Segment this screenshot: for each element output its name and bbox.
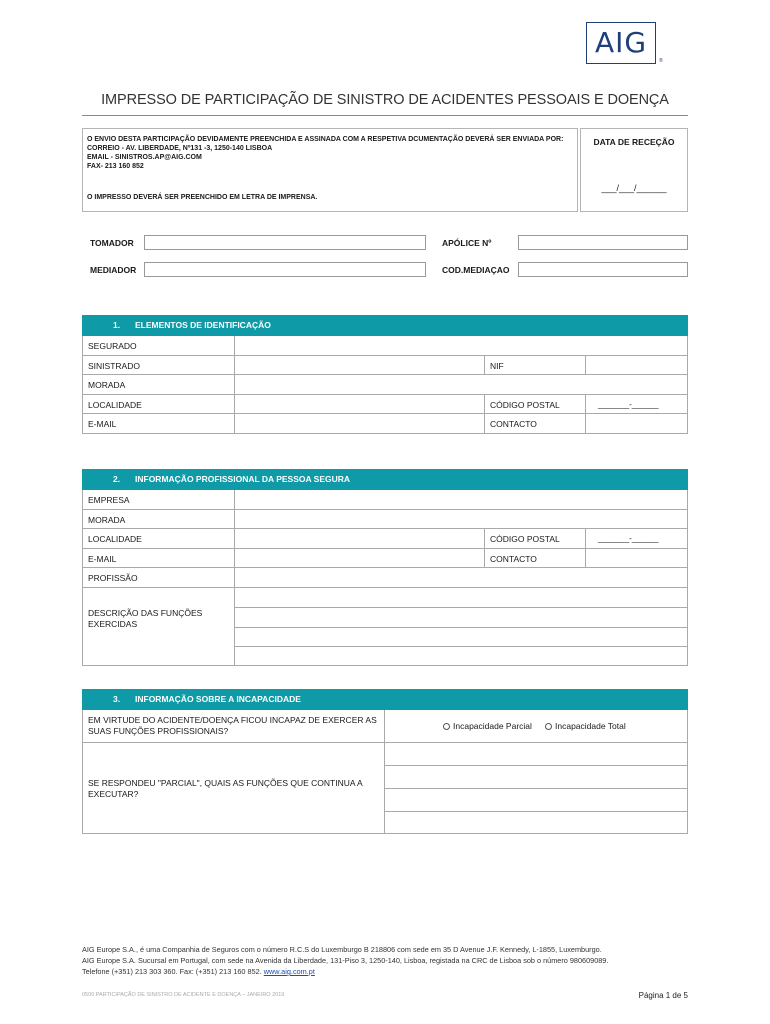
notice-line-3: EMAIL - SINISTROS.AP@AIG.COM: [87, 154, 202, 161]
reception-date-label: DATA DE RECEÇÃO: [593, 137, 675, 147]
footer-line-3: [82, 966, 688, 977]
footer-line-1: AIG Europe S.A., é uma Companhia de Seguros com o número R.C.S do Luxemburgo B 218806 com sede em 35 D Avenue J.F. Kennedy, L-1855, Luxemburgo.: [82, 945, 602, 954]
row-morada-2[interactable]: [82, 510, 688, 530]
localidade-label: LOCALIDADE: [88, 399, 142, 410]
section-professional-info: [82, 469, 688, 666]
notice-line-5: O IMPRESSO DEVERÁ SER PREENCHIDO EM LETRA DE IMPRENSA.: [87, 194, 318, 201]
page-number: Página 1 de 5: [638, 991, 688, 1000]
section-3-title: INFORMAÇÃO SOBRE A INCAPACIDADE: [135, 694, 301, 704]
notice-line-4: FAX- 213 160 852: [87, 163, 144, 170]
row-email[interactable]: [82, 414, 688, 434]
mediador-label: MEDIADOR: [90, 265, 137, 275]
morada-2-label: MORADA: [88, 514, 126, 525]
localidade-2-label: LOCALIDADE: [88, 534, 142, 544]
apolice-input[interactable]: [518, 235, 688, 250]
codigo-postal-2-label: CÓDIGO POSTAL: [490, 534, 560, 544]
option-total[interactable]: [545, 721, 626, 731]
page-title: IMPRESSO DE PARTICIPAÇÃO DE SINISTRO DE ACIDENTES PESSOAIS E DOENÇA: [101, 92, 669, 108]
row-descricao-funcoes[interactable]: [82, 588, 688, 666]
section-2-header: [82, 469, 688, 490]
trademark-mark: ®: [659, 58, 663, 64]
codigo-postal-2-field[interactable]: _______-______: [598, 534, 659, 543]
profissao-label: PROFISSÃO: [88, 573, 138, 583]
option-partial-label: Incapacidade Parcial: [453, 721, 532, 731]
tomador-input[interactable]: [144, 235, 426, 250]
footer-website-link[interactable]: www.aig.com.pt: [263, 967, 315, 976]
section-1-number: 1.: [113, 320, 121, 330]
title-divider: [82, 115, 688, 116]
cod-mediacao-label: COD.MEDIAÇAO: [442, 265, 510, 275]
row-continued-functions[interactable]: [82, 743, 688, 834]
continued-functions-label: SE RESPONDEU "PARCIAL", QUAIS AS FUNÇÕES QUE CONTINUA A EXECUTAR?: [88, 778, 363, 799]
incapacity-question-label: EM VIRTUDE DO ACIDENTE/DOENÇA FICOU INCAPAZ DE EXERCER AS SUAS FUNÇÕES PROFISSIONAIS?: [88, 715, 377, 736]
row-morada[interactable]: [82, 375, 688, 395]
section-3-number: 3.: [113, 694, 121, 704]
descricao-label: DESCRIÇÃO DAS FUNÇÕES EXERCIDAS: [88, 607, 203, 629]
form-code: 0500 PARTICIPAÇÃO DE SINISTRO DE ACIDENTE E DOENÇA – JANEIRO 2019: [82, 992, 285, 998]
section-2-title: INFORMAÇÃO PROFISSIONAL DA PESSOA SEGURA: [135, 474, 351, 484]
codigo-postal-label: CÓDIGO POSTAL: [490, 399, 560, 410]
aig-logo: AIG: [586, 22, 656, 64]
empresa-label: EMPRESA: [88, 495, 130, 505]
notice-line-1: O ENVIO DESTA PARTICIPAÇÃO DEVIDAMENTE PREENCHIDA E ASSINADA COM A RESPETIVA DCUMENTAÇÃO DEVERÁ SER ENVIADA POR:: [87, 136, 564, 143]
sinistrado-label: SINISTRADO: [88, 360, 140, 371]
row-localidade[interactable]: [82, 395, 688, 415]
segurado-label: SEGURADO: [88, 341, 137, 351]
row-profissao[interactable]: [82, 568, 688, 588]
radio-partial-icon[interactable]: [443, 723, 450, 730]
notice-line-2: CORREIO - AV. LIBERDADE, Nº131 -3, 1250-140 LISBOA: [87, 145, 273, 152]
contacto-2-label: CONTACTO: [490, 553, 537, 564]
section-incapacity: [82, 689, 688, 834]
section-1-header: [82, 315, 688, 336]
email-2-label: E-MAIL: [88, 553, 117, 564]
section-2-number: 2.: [113, 474, 121, 484]
codigo-postal-field[interactable]: _______-______: [598, 399, 659, 409]
reception-date-box: [580, 128, 688, 212]
row-localidade-2[interactable]: [82, 529, 688, 549]
section-3-header: [82, 689, 688, 710]
row-segurado[interactable]: [82, 336, 688, 356]
nif-label: NIF: [490, 360, 504, 371]
option-total-label: Incapacidade Total: [555, 721, 626, 731]
option-partial[interactable]: [443, 721, 532, 731]
tomador-label: TOMADOR: [90, 238, 134, 248]
contacto-label: CONTACTO: [490, 419, 537, 429]
email-label: E-MAIL: [88, 419, 117, 429]
row-sinistrado[interactable]: [82, 356, 688, 376]
cod-mediacao-input[interactable]: [518, 262, 688, 277]
mediador-input[interactable]: [144, 262, 426, 277]
row-empresa[interactable]: [82, 490, 688, 510]
reception-date-field[interactable]: ___/___/______: [601, 183, 667, 193]
footer-legal: [82, 944, 688, 977]
footer-contacts: Telefone (+351) 213 303 360. Fax: (+351) 213 160 852.: [82, 967, 262, 976]
notice-box: [82, 128, 578, 212]
row-email-2[interactable]: [82, 549, 688, 569]
radio-total-icon[interactable]: [545, 723, 552, 730]
section-identification: [82, 315, 688, 434]
footer-line-2: AIG Europe S.A. Sucursal em Portugal, com sede na Avenida da Liberdade, 131-Piso 3, 1250-140, Lisboa, registada na CRC de Lisboa sob o número 980609089.: [82, 956, 609, 965]
morada-label: MORADA: [88, 380, 126, 390]
section-1-title: ELEMENTOS DE IDENTIFICAÇÃO: [135, 320, 271, 330]
row-incapacity-question: [82, 710, 688, 743]
apolice-label: APÓLICE Nº: [442, 238, 492, 248]
